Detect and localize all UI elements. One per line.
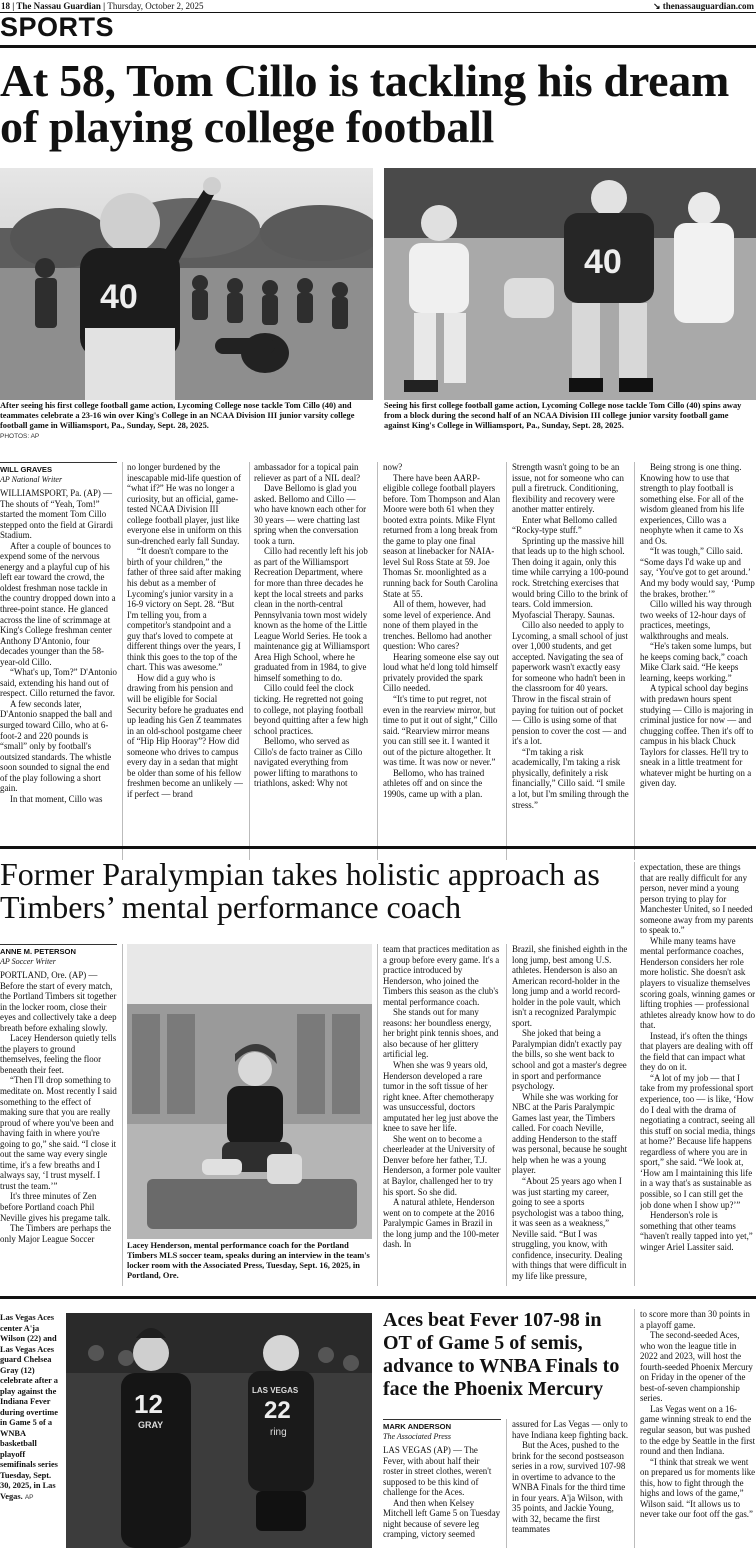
story2-column-3	[512, 944, 629, 1286]
paragraph: “I'm taking a risk academically, I'm taking a risk physically, definitely a risk financially,” Cillo said. “I smile a lot, but I'm smiling through the stress.”	[512, 746, 629, 810]
paragraph: “Then I'll drop something to meditate on. Most recently I said something to the effect of making sure that you are really proud of where you've been and having faith in where you're going to go,” she said. “I close it out the same way every single time, it's a few breaths and I always say, ‘I trust myself. I trust the team.’”	[0, 1075, 117, 1191]
website-link[interactable]: thenassauguardian.com	[662, 1, 754, 11]
paragraph: assured for Las Vegas — only to have Indiana keep fighting back.	[512, 1419, 629, 1440]
paragraph: to score more than 30 points in a playoff game.	[640, 1309, 750, 1330]
story1-column-2	[127, 462, 244, 860]
paragraph: After a couple of bounces to expend some of the nervous energy and a playful cup of his left ear toward the crowd, the oldest freshman nose tackle in the country dropped down into a three-point stance. He glanced across the line of scrimmage at King's College freshman center Anthony D'Antonio, four decades younger than the 58-year-old Cillo.	[0, 540, 116, 667]
paragraph: “What's up, Tom?” D'Antonio said, extending his hand out of respect. Cillo returned the favor.	[0, 667, 117, 699]
paragraph: How did a guy who is drawing from his pension and will be eligible for Social Security before he graduates end up leading his Gen Z teammates in an old-school postgame cheer of “Hip Hip Hooray”? How did someone who drives to campus every day in a sedan that might be older than some of his fellow freshmen become an unlikely — if perfect — brand	[127, 672, 244, 799]
wilson-jersey-number: 22	[264, 1397, 291, 1424]
gray-jersey-name: GRAY	[138, 1420, 164, 1430]
story3-byline	[383, 1419, 501, 1442]
column-rule	[377, 944, 378, 1286]
story1-photo-left	[0, 168, 373, 400]
paragraph: All of them, however, had some level of experience. And none of them played in the trenches. Bellomo had another question: Who cares?	[383, 599, 492, 652]
paragraph: “It doesn't compare to the birth of your children,” the father of three said after making his debut as a member of Lycoming's junior varsity in a 16-9 victory on Sept. 28. “But I'm telling you, from a competitor's standpoint and a guy that's loved to compete at different things over the years, I think this goes to the top of the chart. This was awesome.”	[127, 546, 242, 673]
basketball-celebration-image	[66, 1313, 372, 1548]
paragraph: Cillo also needed to apply to Lycoming, a small school of just over 1,000 students, and get accepted. Navigating the sea of paperwork wasn't exactly easy for someone who hadn't been in the classroom for 40 years. Throw in the fiscal strain of paying for tuition out of pocket — Cillo is using some of that pension to cover the cost — and it's a lot.	[512, 620, 628, 747]
column-rule	[249, 462, 250, 860]
column-rule	[122, 462, 123, 860]
paragraph: She went on to become a cheerleader at the University of Denver before her father, T.J. Henderson, a former pole vaulter at Baylor, challenged her to try his sport. So she did.	[383, 1133, 501, 1197]
paragraph: “About 25 years ago when I was just starting my career, going to see a sports psychologist was a taboo thing, it was seen as a weakness,” Neville said. “But I was struggling, you know, with confidence, insecurity. Dealing with things that were difficult in my life like pressure,	[512, 1176, 627, 1281]
paragraph: Enter what Bellomo called “Rocky-type stuff.”	[512, 514, 617, 536]
page-number: 18	[1, 1, 10, 11]
issue-date: Thursday, October 2, 2025	[107, 1, 204, 11]
story3-photo	[66, 1313, 372, 1548]
story1-column-6	[640, 462, 756, 860]
story1-column-1	[0, 462, 117, 860]
paragraph: Strength wasn't going to be an issue, not for someone who can pull a firetruck. Conditioning, flexibility and recovery were another matter entirely.	[512, 462, 624, 515]
football-action-image	[384, 168, 756, 400]
paragraph: It's three minutes of Zen before Portland coach Phil Neville gives his pregame talk.	[0, 1191, 111, 1223]
story2-headline: Former Paralympian takes holistic approach as Timbers’ mental performance coach	[0, 856, 600, 925]
paragraph: The second-seeded Aces, who won the league title in 2022 and 2023, will host the fourth-seeded Phoenix Mercury on Friday in the opener of the best-of-seven championship series.	[640, 1330, 753, 1404]
paragraph: expectation, these are things that are really difficult for any person, never mind a young person trying to play for Manchester United, so I needed someone away from my parents to speak to.”	[640, 862, 754, 936]
column-rule	[506, 462, 507, 860]
story2-column-2	[383, 944, 501, 1286]
paragraph: PORTLAND, Ore. (AP) — Before the start of every match, the Portland Timbers sit together in the locker room, close their eyes and collectively take a deep breath before exhaling slowly.	[0, 970, 117, 1033]
paragraph: She joked that being a Paralympian didn't exactly pay the bills, so she went back to school and got a master's degree in sport and performance psychology.	[512, 1028, 627, 1092]
folio-right	[653, 0, 754, 12]
column-rule	[506, 1419, 507, 1548]
paragraph: A typical school day begins with predawn hours spent studying — Cillo is majoring in criminal justice for now — and chugging coffee. Then it's off to campus in his black Chuck Taylors for classes. He'll try to sneak in a little treatment for whatever might be hurting on a given day.	[640, 683, 754, 789]
paragraph: Bellomo, who has trained athletes off and on since the 1990s, came up with a plan.	[383, 767, 485, 799]
story3-column-3	[640, 1309, 756, 1548]
jersey-sponsor-text: ring	[270, 1427, 287, 1438]
paragraph: Las Vegas went on a 16-game winning streak to end the regular season, but was pushed to the edge by Seattle in the first round and then Indiana.	[640, 1403, 756, 1457]
story3-caption-text: Las Vegas Aces center A'ja Wilson (22) and Las Vegas Aces guard Chelsea Gray (12) celebrate after a play against the Indiana Fever during overtime in Game 5 of a WNBA basketball playoff semifinals series Tuesday, Sept. 30, 2025, in Las Vegas.	[0, 1313, 58, 1501]
column-rule	[634, 462, 635, 860]
team-jersey-text: LAS VEGAS	[252, 1386, 299, 1395]
paragraph: “It's time to put regret, not even in the rearview mirror, but time to put it out of sight,” Cillo said. “Rearview mirror means you can still see it. I wanted it out of the picture altogether. It was time. It was now or never.”	[383, 694, 498, 768]
paragraph: WILLIAMSPORT, Pa. (AP) — The shouts of “Yeah, Tom!” started the moment Tom Cillo stepped onto the field at Girardi Stadium.	[0, 488, 114, 541]
column-rule	[377, 462, 378, 860]
story1-caption-right: Seeing his first college football game action, Lycoming College nose tackle Tom Cillo (40) spins away from a block during the second half of an NCAA Division III college junior varsity football game against King's College in Williamsport, Pa., Sunday, Sept. 28, 2025.	[384, 401, 742, 430]
story3-caption-credit: AP	[24, 1493, 34, 1501]
paragraph: And then when Kelsey Mitchell left Game 5 on Tuesday night because of severe leg cramping, victory seemed	[383, 1497, 501, 1540]
paragraph: The Timbers are perhaps the only Major League Soccer	[0, 1223, 112, 1244]
paragraph: Brazil, she finished eighth in the long jump, best among U.S. athletes. Henderson is also an American record-holder in the long jump and a world record-holder in the pole vault, which isn't a recognized Paralympic sport.	[512, 944, 628, 1028]
story1-caption-left	[0, 401, 372, 442]
paragraph: Instead, it's often the things that players are dealing with off the field that can impact what they do on it.	[640, 1030, 753, 1073]
locker-room-image	[127, 944, 372, 1239]
story3-byline-title: The Associated Press	[383, 1432, 451, 1441]
section-rule	[0, 45, 756, 48]
section-title: SPORTS	[0, 12, 115, 42]
paragraph: Bellomo, who served as Cillo's de facto trainer as Cillo navigated everything from power lifting to marathons to triathlons, asked: Why not	[254, 736, 363, 789]
folio-left: 18 | The Nassau Guardian | Thursday, October 2, 2025	[1, 1, 204, 11]
caption-left-text: After seeing his first college football game action, Lycoming College nose tackle Tom Cillo (40) and teammates celebrate a 23-16 win over King's College in an NCAA Division III junior varsity college football game in Williamsport, Pa., Sunday, Sept. 28, 2025.	[0, 401, 355, 430]
story3-byline-name: MARK ANDERSON	[383, 1422, 452, 1431]
paragraph: “A lot of my job — that I take from my professional sport experience, too — is like, ‘How do I deal with the drama of negotiating a contract, seeing all this stuff on social media, things at home?’ Because life happens regardless of where you are in sport,” she said. “We look at, ‘How am I maintaining this life in a way that's as sustainable as possible, so I can still get the job done when I show up?’”	[640, 1072, 756, 1210]
paragraph: Being strong is one thing. Knowing how to use that strength to play football is something else. For all of the wisdom gleaned from his life experiences, Cillo was a neophyte when it came to Xs and Os.	[640, 462, 745, 546]
paragraph: She stands out for many reasons: her boundless energy, her bright pink tennis shoes, and also because of her glittery artificial leg.	[383, 1007, 499, 1060]
story1-byline-name: WILL GRAVES	[0, 465, 53, 474]
paragraph: A natural athlete, Henderson went on to compete at the 2016 Paralympic Games in Brazil in the long jump and the 100-meter dash. In	[383, 1197, 500, 1250]
football-celebration-image	[0, 168, 373, 400]
paragraph: Cillo had recently left his job as part of the Williamsport Recreation Department, where for more than three decades he kept the local streets and parks clean in the north-central Pennsylvania town most widely known as the home of the Little League World Series. He took a maintenance gig at Williamsport Area High School, where he graduated from in 1984, to give himself something to do.	[254, 546, 370, 683]
story1-byline	[0, 462, 117, 485]
paper-name: The Nassau Guardian	[16, 1, 101, 11]
story2-byline	[0, 944, 117, 967]
paragraph: In that moment, Cillo was	[10, 793, 103, 804]
story1-byline-title: AP National Writer	[0, 475, 63, 484]
column-rule	[634, 1309, 635, 1548]
story2-caption: Lacey Henderson, mental performance coach for the Portland Timbers MLS soccer team, speaks during an interview in the team's locker room with the Associated Press, Tuesday, Sept. 16, 2025, in Portland, Ore.	[127, 1241, 370, 1280]
story-divider	[0, 846, 756, 849]
paragraph: no longer burdened by the inescapable mid-life question of “what if?” He was no longer a curiosity, but an official, game-tested NCAA Division III college football player, just like everyone else in uniform on this sun-drenched early fall Sunday.	[127, 462, 242, 546]
paragraph: Sprinting up the massive hill that leads up to the high school. Then doing it again, only this time while carrying a 100-pound rock. Stretching exercises that would bring Cillo to the brink of tears. Cold immersion. Myofascial Therapy. Saunas.	[512, 535, 629, 620]
paragraph: “I think that streak we went on prepared us for moments like this, how to fight through the highs and lows of the game,” Wilson said. “It allows us to never take our foot off the gas.”	[640, 1456, 756, 1520]
folio	[0, 0, 756, 12]
story1-headline: At 58, Tom Cillo is tackling his dream of playing college football	[0, 55, 729, 152]
column-rule	[122, 944, 123, 1286]
paragraph: Henderson's role is something that other teams “haven't really tapped into yet,” winger Ariel Lassiter said.	[640, 1210, 753, 1252]
story1-column-3	[254, 462, 372, 860]
story2-column-1	[0, 944, 117, 1286]
story3-headline: Aces beat Fever 107-98 in OT of Game 5 of semis, advance to WNBA Finals to face the Phoenix Mercury	[383, 1309, 620, 1400]
paragraph: There have been AARP-eligible college football players before. Tom Thompson and Alan Moore were both 61 when they booted extra points. Mike Flynt returned from a long break from the game to play one final season at linebacker for NAIA-level Sul Ross State at 59. Joe Thomas Sr. moonlighted as a running back for South Carolina State at 55.	[383, 472, 501, 599]
paragraph: While many teams have mental performance coaches, Henderson considers her role more holistic. She doesn't ask players to visualize themselves scoring goals, winning games or lifting trophies — professional athletes already know how to do that.	[640, 935, 756, 1031]
paragraph: ambassador for a topical pain reliever as part of a NIL deal?	[254, 462, 361, 483]
paragraph: Dave Bellomo is glad you asked. Bellomo and Cillo — who have known each other for 30 years — were chatting last spring when the conversation took a turn.	[254, 483, 367, 546]
cillo-jersey-number-2: 40	[584, 243, 622, 281]
story1-column-4	[383, 462, 501, 860]
story3-caption	[0, 1313, 62, 1503]
photo-credit: PHOTOS: AP	[0, 433, 40, 440]
story3-column-2	[512, 1419, 629, 1548]
paragraph: “He's taken some lumps, but he keeps coming back,” coach Mike Clark said. “He keeps learning, keeps working.”	[640, 641, 752, 683]
paragraph: now?	[383, 462, 403, 472]
story-divider	[0, 1296, 756, 1299]
paragraph: team that practices meditation as a group before every game. It's a practice introduced by Henderson, who joined the Timbers this season as the club's mental performance coach.	[383, 944, 500, 1007]
paragraph: Cillo willed his way through two weeks of 12-hour days of practices, meetings, walkthroughs and meals.	[640, 599, 752, 641]
story1-photo-right	[384, 168, 756, 400]
gray-jersey-number: 12	[134, 1389, 163, 1419]
story1-column-5	[512, 462, 629, 860]
paragraph: “It was tough,” Cillo said. “Some days I'd wake up and say, ‘You've got to get around.’ And my body would say, ‘Pump the brakes, brother.’”	[640, 546, 755, 599]
paragraph: LAS VEGAS (AP) — The Fever, with about half their roster in street clothes, weren't supposed to be this kind of challenge for the Aces.	[383, 1445, 492, 1498]
paragraph: Cillo could feel the clock ticking. He regretted not going to college, not playing football beyond quitting after a few high school practices.	[254, 683, 369, 736]
paragraph: A few seconds later, D'Antonio snapped the ball and surged toward Cillo, who at 6-foot-2 and 220 pounds is “small” only by football's outsized standards. The whistle soon sounded to signal the end of the play following a short gain.	[0, 698, 113, 794]
story3-column-1	[383, 1419, 501, 1548]
paragraph: Hearing someone else say out loud what he'd long told himself privately provided the spark Cillo needed.	[383, 651, 499, 694]
paragraph: Lacey Henderson quietly tells the players to ground themselves, feeling the floor beneath their feet.	[0, 1033, 117, 1075]
cillo-jersey-number: 40	[100, 278, 138, 316]
paragraph: When she was 9 years old, Henderson developed a rare tumor in the soft tissue of her right knee. After chemotherapy was unsuccessful, doctors amputated her leg just above the knee to save her life.	[383, 1060, 499, 1134]
column-rule	[506, 944, 507, 1286]
story2-photo	[127, 944, 372, 1239]
story2-byline-title: AP Soccer Writer	[0, 957, 56, 966]
column-rule	[634, 862, 635, 1286]
story2-column-4	[640, 862, 756, 1286]
arrow-icon: ↘	[652, 1, 661, 11]
paragraph: But the Aces, pushed to the brink for the second postseason series in a row, survived 107-98 in overtime to advance to the WNBA Finals for the third time in four years. A'ja Wilson, with 35 points, and Jackie Young, with 32, became the first teammates	[512, 1440, 626, 1535]
story2-byline-name: ANNE M. PETERSON	[0, 947, 76, 956]
paragraph: While she was working for NBC at the Paris Paralympic Games last year, the Timbers called. For coach Neville, adding Henderson to the staff was personal, because he sought help when he was a young player.	[512, 1091, 628, 1176]
